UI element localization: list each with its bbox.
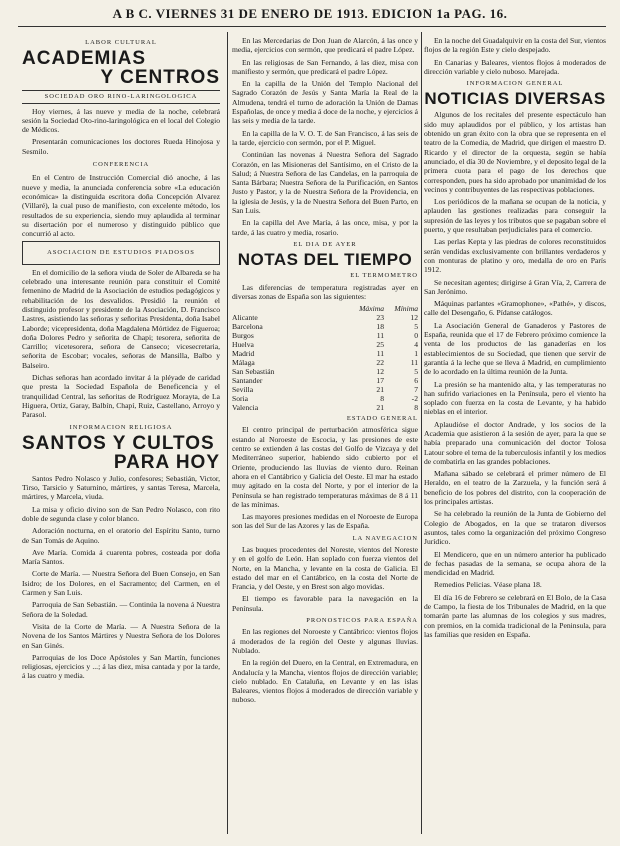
section-tag-informacion-religiosa: INFORMACION RELIGIOSA bbox=[69, 423, 173, 431]
max-cell: 21 bbox=[376, 385, 384, 395]
max-cell: 23 bbox=[376, 313, 384, 323]
max-cell: 21 bbox=[376, 403, 384, 413]
column-2 bbox=[232, 36, 418, 836]
paragraph: Remedios Pelicias. Véase plana 18. bbox=[434, 580, 542, 590]
table-row bbox=[232, 349, 418, 358]
paragraph: Las mayores presiones medidas en el Noroeste de Europa son las del Sur de las Azores y las de España. bbox=[232, 512, 418, 531]
headline-noticias-diversas: NOTICIAS DIVERSAS bbox=[424, 89, 606, 109]
paragraph: Las diferencias de temperatura registradas ayer en diversas zonas de España son las siguientes: bbox=[232, 282, 418, 301]
temperature-table bbox=[232, 304, 418, 412]
paragraph: Las buques procedentes del Noreste, vientos del Noreste y en el golfo de León. Han soplado con fuerza vientos del Norte, en la Mancha, y levante en la costa de Galicia. El estado del mar en el Cantábrico, en la costa del Norte de Francia, y del Oeste, y en Brest son algo movidas. bbox=[232, 544, 418, 592]
table-header-cell: Máxima bbox=[359, 304, 384, 314]
table-header-row bbox=[232, 304, 418, 313]
city-cell: Soria bbox=[232, 394, 249, 404]
section-tag-informacion-general: INFORMACION GENERAL bbox=[466, 80, 564, 88]
paragraph: En las Mercedarias de Don Juan de Alarcón, á las once y media, ejercicios con sermón, que predicará el padre López. bbox=[232, 36, 418, 55]
paragraph: En la capilla de la Unión del Templo Nacional del Sagrado Corazón de Jesús y Santa María la Real de la Almudena, tendrá el turno de adoración la Unión de Damas Españolas, de once y media á doce de la noche, y ejercicios á las seis y media de la tarde. bbox=[232, 79, 418, 126]
max-cell: 25 bbox=[376, 340, 384, 350]
paragraph: La misa y oficio divino son de San Pedro Nolasco, con rito doble de segunda clase y color blanco. bbox=[22, 504, 220, 523]
paragraph: Dichas señoras han acordado invitar á la pléyade de caridad que presta la Sociedad Española de Beneficencia y el tranquilidad Central, las señoritas de Rodríguez Morayta, de La Higuera, Ortiz, Garay, Balbín, Chapí, Ruiz, Castellano, Arroyo y Parasol. bbox=[22, 373, 220, 420]
city-cell: Sevilla bbox=[232, 385, 254, 395]
paragraph: En Canarias y Baleares, vientos flojos á moderados de dirección variable y cielo nuboso. Marejada. bbox=[424, 57, 606, 76]
max-cell: 8 bbox=[380, 394, 384, 404]
paragraph: Visita de la Corte de María. — A Nuestra Señora de la Novena de los Santos Mártires y Nuestra Señora de los Dolores en San Ginés. bbox=[22, 621, 220, 650]
paragraph: Algunos de los recitales del presente espectáculo han sido muy aplaudidos por el público, y los artistas han obtenido un gran éxito con la obra que se representa en el teatro de la Comedia, de Madrid, que dirigen el maestro D. Ricardo y el director de la orquesta, según se había anunciado, el día 30 de Noviembre, y el deposito legal de la primera cuota para el pago de los derechos que corresponden, pues ha sido aprobado por unanimidad de los vecinos y contribuyentes de las respectivas poblaciones. bbox=[424, 110, 606, 194]
header-divider bbox=[18, 26, 606, 27]
subhead-la-navegacion: LA NAVEGACION bbox=[352, 534, 418, 542]
paragraph: En el Centro de Instrucción Comercial dió anoche, á las nueve y media, la anunciada conferencia sobre «La educación económica» la distinguida escritora doña Concepción Alvarez (Villaré), la cual puso de manifiesto, con excelente método, los resultados de su experiencia, siendo muy aplaudida al terminar su disertación por el numeroso y distinguido público que concurrió al acto. bbox=[22, 173, 220, 239]
city-cell: Santander bbox=[232, 376, 263, 386]
subhead-conferencia: CONFERENCIA bbox=[92, 161, 150, 169]
headline-santos-y-cultos: SANTOS Y CULTOS bbox=[22, 432, 215, 454]
table-row bbox=[232, 376, 418, 385]
paragraph: Mañana sábado se celebrará el primer número de El Heraldo, en el teatro de la Zarzuela, y la función será á beneficio de los pobres del distrito, con la cooperación de los principales artistas. bbox=[424, 469, 606, 507]
paragraph: Adoración nocturna, en el oratorio del Espíritu Santo, turno de San Tomás de Aquino. bbox=[22, 526, 220, 545]
headline-y-centros: Y CENTROS bbox=[100, 67, 220, 89]
table-row bbox=[232, 331, 418, 340]
masthead: A B C. VIERNES 31 DE ENERO DE 1913. EDICION 1a PAG. 16. bbox=[112, 6, 508, 21]
city-cell: Burgos bbox=[232, 331, 254, 341]
headline-notas-del-tiempo: NOTAS DEL TIEMPO bbox=[237, 250, 413, 270]
paragraph: Se necesitan agentes; dirigirse á Gran Vía, 2, Carrera de San Jerónimo. bbox=[424, 277, 606, 296]
paragraph: En las regiones del Noroeste y Cantábrico: vientos flojos á moderados de la región del Oeste y algunas lluvias. Nublado. bbox=[232, 627, 418, 655]
paragraph: El Mendicero, que en un número anterior ha publicado de fechas pasadas de la semana, se ocupa ahora de la mendicidad en Madrid. bbox=[424, 549, 606, 578]
min-cell: 4 bbox=[414, 340, 418, 350]
paragraph: En la noche del Guadalquivir en la costa del Sur, vientos flojos de la región Este y cielo despejado. bbox=[424, 36, 606, 55]
paragraph: Santos Pedro Nolasco y Julio, confesores; Sebastián, Victor, Tirso, Tarsicio y Saturnino, mártires, y santas Teresa, Marcela, mártires, y Marcela, viuda. bbox=[22, 473, 220, 502]
city-cell: Valencia bbox=[232, 403, 259, 413]
table-row bbox=[232, 394, 418, 403]
paragraph: Continúan las novenas á Nuestra Señora del Sagrado Corazón, en las Misioneras del Santísimo, en el Cristo de la Salud; á Nuestra Señora de las Candelas, en la parroquia de Santa Bárbara; Nuestra Señora de la Purificación, en Santos Justo y Pastor, y la de Nuestra Señora de la Providencia, en la iglesia de Jesús, y la de Nuestra Señora del Buen Parto, en San Luis. bbox=[232, 150, 418, 216]
section-tag-el-dia-de-ayer: EL DIA DE AYER bbox=[293, 240, 357, 248]
paragraph: Corte de María. — Nuestra Señora del Buen Consejo, en San Isidro; de los Dolores, en el Sacramento; del Carmen, en el Carmen y San Luis. bbox=[22, 569, 220, 598]
table-row bbox=[232, 385, 418, 394]
min-cell: 6 bbox=[414, 376, 418, 386]
min-cell: 11 bbox=[410, 358, 418, 368]
headline-academias: ACADEMIAS bbox=[22, 48, 147, 70]
column-divider-2 bbox=[421, 32, 422, 834]
paragraph: Aplaudióse el doctor Andrade, y los socios de la Academia que asistieron á la sesión de ayer, para la que se había preparado una comunicación del doctor Tolosa Latour sobre el tema de la tuberculosis infantil y los medios de combatirla en las grandes poblaciones. bbox=[424, 419, 606, 466]
paragraph: El centro principal de perturbación atmosférica sigue estando al Noroeste de Escocia, y las presiones de este centro se extienden á las costas del Golfo de Vizcaya y del Mediterráneo superior, habiendo sido cubierto por el Oriente, produciendo las lluvias de viento duro. Reinan ahora en el Cantábrico y Galicia del Oeste. El mar ha estado muy agitado en la costa del Norte, y por el interior de la Península se han registrado temperaturas máximas de 8 á 11 de las mínimas. bbox=[232, 425, 418, 509]
paragraph: Presentarán comunicaciones los doctores Rueda Hinojosa y Sesmilo. bbox=[22, 137, 220, 156]
table-header-cell bbox=[232, 304, 350, 313]
paragraph: Hoy viernes, á las nueve y media de la noche, celebrará sesión la Sociedad Oto-rino-laringológica en el local del Colegio de Médicos. bbox=[22, 106, 220, 135]
subhead-termometro: EL TERMOMETRO bbox=[350, 272, 418, 280]
city-cell: Barcelona bbox=[232, 322, 263, 332]
min-cell: 8 bbox=[414, 403, 418, 413]
max-cell: 18 bbox=[376, 322, 384, 332]
paragraph: Las perlas Kepta y las piedras de colores reconstituidos serán vendidas exclusivamente con brillantes verdaderos y con monturas de platino y oro, medalla de oro en París 1912. bbox=[424, 237, 606, 275]
paragraph: Los periódicos de la mañana se ocupan de la noticia, y aplauden las gestiones realizadas para conseguir la supresión de las leyes y los tributos que se pagaban sobre el puerto, y que resultaban perjudiciales para el comercio. bbox=[424, 197, 606, 235]
table-row bbox=[232, 340, 418, 349]
max-cell: 22 bbox=[376, 358, 384, 368]
paragraph: En la capilla de la V. O. T. de San Francisco, á las seis de la tarde, ejercicio con sermón, por el P. Miguel. bbox=[232, 128, 418, 147]
subhead-estado-general: ESTADO GENERAL bbox=[346, 415, 418, 423]
min-cell: 7 bbox=[414, 385, 418, 395]
table-row bbox=[232, 322, 418, 331]
table-row bbox=[232, 313, 418, 322]
headline-para-hoy: PARA HOY bbox=[113, 451, 220, 473]
subhead-pronosticos: PRONOSTICOS PARA ESPAÑA bbox=[306, 617, 418, 625]
table-header-cell: Mínima bbox=[394, 304, 418, 314]
max-cell: 11 bbox=[376, 349, 384, 359]
city-cell: Alicante bbox=[232, 313, 258, 323]
paragraph: Se ha celebrado la reunión de la Junta de Gobierno del Colegio de Abogados, en la que se trataron diversos asuntos, tales como la organización del próximo Congreso Jurídico. bbox=[424, 509, 606, 547]
min-cell: 0 bbox=[414, 331, 418, 341]
city-cell: San Sebastián bbox=[232, 367, 275, 377]
subhead-asociacion bbox=[22, 241, 220, 264]
table-row bbox=[232, 367, 418, 376]
column-3 bbox=[424, 36, 606, 836]
paragraph: En el domicilio de la señora viuda de Soler de Albareda se ha celebrado una interesante reunión para constituir el Comité femenino de Madrid de la Asociación de estudios pedagógicos y rehabilitación de los desvalidos. Presidió la reunión el distinguido profesor y presidente de la Asociación, D. Francisco Lastres, asistiendo las señoras y señoritas Presidenta, doña Isabel Laborde; vicepresidenta, doña Magdalena Mórtidez de Figueroa; doña Dolores Pedro y señorita de Chapi; tesorera, señorita de Carrillo; vicetesorera, señora de Canseco; vicesecretaria, señorita de Escobar; vocales, señoras de Mansilla, Balbo y Balseiro. bbox=[22, 267, 220, 370]
max-cell: 12 bbox=[376, 367, 384, 377]
paragraph: La presión se ha mantenido alta, y las temperaturas no han sufrido variaciones en la Península, pero el viento ha soplado con fuerza en la costa de Levante, y ha habido nieblas en el interior. bbox=[424, 379, 606, 417]
paragraph: El día 16 de Febrero se celebrará en El Bolo, de la Casa de Campo, la fiesta de los Tribunales de Madrid, en la que tomarán parte las alumnas de los colegios y sus madres, con premios, en la comida tradicional de la Peninsula, para las familias que residen en España. bbox=[424, 592, 606, 639]
column-divider-1 bbox=[227, 32, 228, 834]
min-cell: -2 bbox=[411, 394, 418, 404]
paragraph: En la capilla del Ave María, á las once, misa, y por la tarde, á las cuatro y media, rosario. bbox=[232, 218, 418, 237]
paragraph: Máquinas parlantes «Gramophone», «Pathé», y discos, calle del Desengaño, 6. Pídanse catálogos. bbox=[424, 299, 606, 318]
min-cell: 5 bbox=[414, 367, 418, 377]
min-cell: 12 bbox=[410, 313, 418, 323]
city-cell: Madrid bbox=[232, 349, 255, 359]
paragraph: Ave María. Comida á cuarenta pobres, costeada por doña María Santos. bbox=[22, 547, 220, 567]
city-cell: Málaga bbox=[232, 358, 255, 368]
max-cell: 17 bbox=[376, 376, 384, 386]
subhead-asociacion-label: ASOCIACION DE ESTUDIOS PIADOSOS bbox=[47, 249, 195, 257]
paragraph: Parroquias de los Doce Apóstoles y San Martín, funciones religiosas, ejercicios y ...; á las diez, misa cantada y por la tarde, á las cuatro y media. bbox=[22, 652, 220, 681]
paragraph: En las religiosas de San Fernando, á las diez, misa con manifiesto y sermón, que predicará el padre López. bbox=[232, 57, 418, 76]
min-cell: 1 bbox=[414, 349, 418, 359]
table-row bbox=[232, 403, 418, 412]
city-cell: Huelva bbox=[232, 340, 254, 350]
max-cell: 11 bbox=[376, 331, 384, 341]
table-row bbox=[232, 358, 418, 367]
column-1 bbox=[22, 36, 220, 836]
section-tag-labor-cultural: LABOR CULTURAL bbox=[85, 39, 157, 46]
paragraph: Parroquia de San Sebastián. — Continúa la novena á Nuestra Señora de la Soledad. bbox=[22, 600, 220, 619]
min-cell: 5 bbox=[414, 322, 418, 332]
paragraph: El tiempo es favorable para la navegación en la Península. bbox=[232, 594, 418, 613]
paragraph: La Asociación General de Ganaderos y Pastores de España, reunida que el 17 de Febrero próximo comience la venta de los productos de las ganaderías en los establecimientos de su Sociedad, que tienen que servir de garantía á la leche que se lleva á Madrid, en cumplimiento de lo acordado en la última reunión de la Junta. bbox=[424, 320, 606, 377]
subhead-sociedad: SOCIEDAD ORO RINO-LARINGOLOGICA bbox=[22, 90, 220, 103]
paragraph: En la región del Duero, en la Central, en Extremadura, en Andalucía y la Mancha, vientos flojos de dirección variable; cielo nublado. En Cataluña, en Levante y en las islas Baleares, vientos flojos á moderados de dirección variable y nuboso. bbox=[232, 658, 418, 705]
